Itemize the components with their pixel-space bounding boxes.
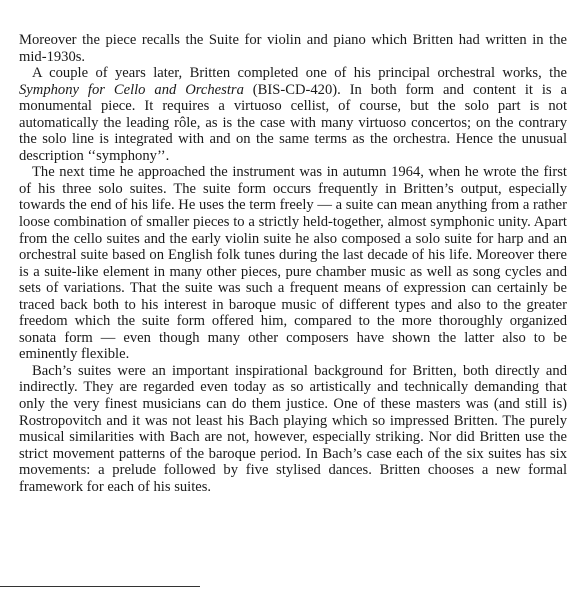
paragraph-2-lead: A couple of years later, Britten completed one of his principal orchestral works, the [32,65,567,82]
paragraph-1: Moreover the piece recalls the Suite for violin and piano which Britten had written in the mid-1930s. [19,32,567,65]
paragraph-4: Bach’s suites were an important inspirational background for Britten, both directly and indirectly. They are regarded even today as so artistically and technically demanding that only the very finest musicians can do them justice. One of these masters was (and still is) Rostropovitch and it was not least his Bach playing which so impressed Britten. The purely musical similarities with Bach are not, however, especially striking. Nor did Britten use the strict movement patterns of the baroque period. In Bach’s case each of the six suites has six movements: a prelude followed by five stylised dances. Britten chooses a new formal framework for each of his suites. [19,362,567,495]
paragraph-2-rest: (BIS-CD-420). In both form and content it is a monumental piece. It requires a virtuoso cellist, of course, but the solo part is not automatically the leading rôle, as is the case with many virtuoso concertos; on the contrary the solo line is integrated with and on the same terms as the orchestra. Hence the unusual description ‘‘symphony’’. [19,81,567,164]
paragraph-2 [19,65,567,164]
paragraph-3: The next time he approached the instrument was in autumn 1964, when he wrote the first of his three solo suites. The suite form occurs frequently in Britten’s output, especially towards the end of his life. He uses the term freely — a suite can mean anything from a rather loose combination of smaller pieces to a strictly held-together, almost symphonic unity. Apart from the cello suites and the early violin suite he also composed a solo suite for harp and an orchestral suite based on English folk tunes during the last decade of his life. Moreover there is a suite-like element in many other pieces, pure chamber music as well as song cycles and sets of variations. That the suite was such a frequent means of expression can certainly be traced back both to his interest in baroque music of different types and also to the greater freedom which the suite form offered him, compared to the more thoroughly organized sonata form — even though many other composers have shown the latter also to be eminently flexible. [19,164,567,363]
work-title-symphony: Symphony for Cello and Orchestra [19,81,244,98]
body-text [19,32,567,495]
footer-rule [0,586,200,587]
